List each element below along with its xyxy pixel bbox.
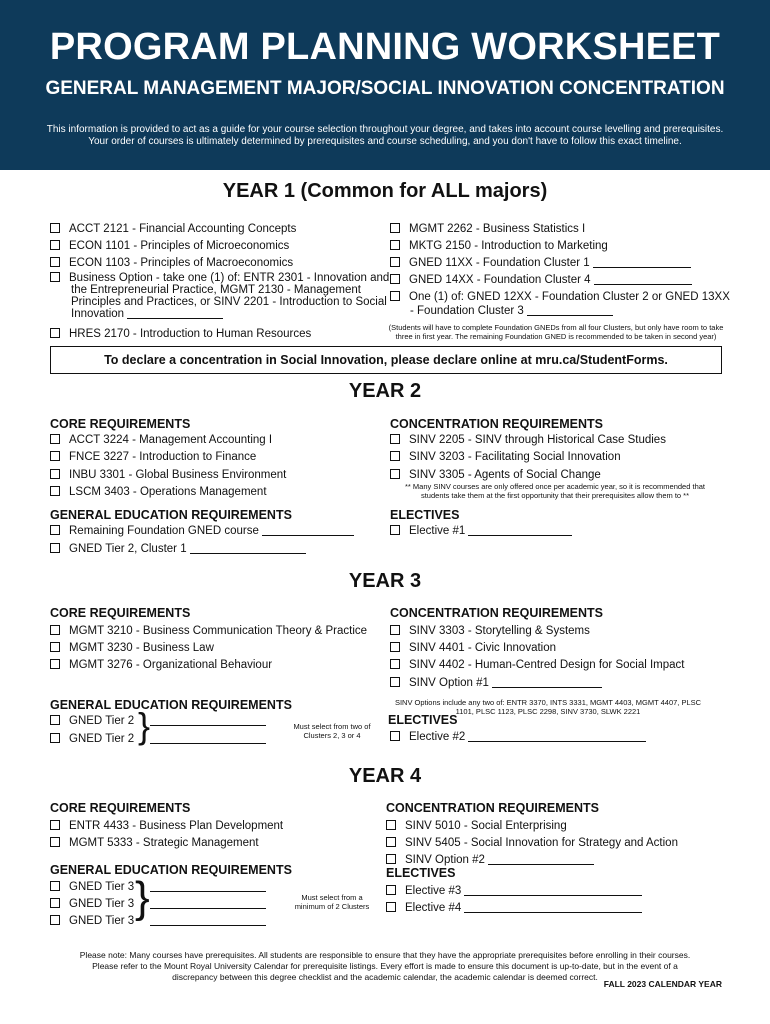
checklist-item[interactable]: HRES 2170 - Introduction to Human Resources — [50, 326, 311, 343]
fill-in-line[interactable] — [464, 912, 642, 913]
fill-in-line[interactable] — [492, 687, 602, 688]
checkbox[interactable] — [50, 434, 60, 444]
checkbox[interactable] — [390, 223, 400, 233]
fill-in-line[interactable] — [527, 315, 613, 316]
checklist-item[interactable]: ECON 1103 - Principles of Macroeconomics — [50, 255, 293, 272]
declare-banner: To declare a concentration in Social Innovation, please declare online at mru.ca/StudentForms. — [50, 346, 722, 374]
page-title: PROGRAM PLANNING WORKSHEET — [49, 26, 721, 68]
checklist-item[interactable]: SINV Option #1 — [390, 675, 602, 692]
checkbox[interactable] — [50, 642, 60, 652]
checkbox[interactable] — [50, 820, 60, 830]
gen-ed-heading: GENERAL EDUCATION REQUIREMENTS — [50, 863, 292, 877]
checklist-item[interactable]: MGMT 3276 - Organizational Behaviour — [50, 657, 272, 674]
brace-icon: } — [135, 873, 150, 922]
checklist-item[interactable]: Remaining Foundation GNED course — [50, 523, 354, 540]
checklist-item[interactable]: Elective #2 — [390, 729, 646, 746]
fill-in-line[interactable] — [150, 878, 266, 892]
header-banner — [0, 0, 770, 170]
core-heading: CORE REQUIREMENTS — [50, 606, 191, 620]
checklist-item[interactable]: MKTG 2150 - Introduction to Marketing — [390, 238, 608, 255]
checkbox[interactable] — [390, 451, 400, 461]
checklist-item[interactable]: ECON 1101 - Principles of Microeconomics — [50, 238, 289, 255]
concentration-heading: CONCENTRATION REQUIREMENTS — [390, 606, 603, 620]
checkbox[interactable] — [390, 469, 400, 479]
fill-in-line[interactable] — [150, 912, 266, 926]
checkbox[interactable] — [386, 854, 396, 864]
footer-note: Please note: Many courses have prerequisites. All students are responsible to ensure that they have the appropriate prerequisites before enrolling in their courses. Please refer to the Mount Royal University Calendar for prerequisite listings. Every effort is made to ensure this document is up-to-date, but in the event of a discrepancy between this degree checklist and the academic calendar, the academic calendar is deemed correct. — [79, 950, 691, 982]
checkbox[interactable] — [386, 837, 396, 847]
checklist-item[interactable]: SINV Option #2 — [386, 852, 594, 869]
checkbox[interactable] — [50, 915, 60, 925]
checklist-item[interactable]: GNED Tier 3 — [50, 913, 134, 930]
checkbox[interactable] — [386, 885, 396, 895]
checkbox[interactable] — [50, 240, 60, 250]
core-heading: CORE REQUIREMENTS — [50, 417, 191, 431]
checkbox[interactable] — [386, 820, 396, 830]
checklist-item-business-option[interactable]: Business Option - take one (1) of: ENTR 2301 - Innovation and the Entrepreneurial Practice, MGMT 2130 - Management Principles and Practices, or SINV 2201 - Introduction to Social Innovation — [50, 272, 391, 320]
checkbox[interactable] — [390, 240, 400, 250]
year1-title: YEAR 1 (Common for ALL majors) — [222, 180, 548, 202]
year3-title: YEAR 3 — [348, 570, 422, 592]
checkbox[interactable] — [50, 525, 60, 535]
checkbox[interactable] — [390, 731, 400, 741]
fill-in-line[interactable] — [150, 712, 266, 726]
sinv-options-note: SINV Options include any two of: ENTR 3370, INTS 3331, MGMT 4403, MGMT 4407, PLSC 1101, PLSC 1123, PLSC 2298, SINV 3730, SLWK 2221 — [394, 698, 702, 716]
checkbox[interactable] — [390, 434, 400, 444]
year2-title: YEAR 2 — [348, 380, 422, 402]
checkbox[interactable] — [50, 837, 60, 847]
concentration-heading: CONCENTRATION REQUIREMENTS — [390, 417, 603, 431]
checkbox[interactable] — [390, 677, 400, 687]
checklist-item[interactable]: GNED 14XX - Foundation Cluster 4 — [390, 272, 692, 289]
checkbox[interactable] — [50, 659, 60, 669]
checklist-item[interactable]: MGMT 5333 - Strategic Management — [50, 835, 259, 852]
checklist-item[interactable]: LSCM 3403 - Operations Management — [50, 484, 267, 501]
checkbox[interactable] — [50, 223, 60, 233]
checklist-item[interactable]: GNED Tier 2, Cluster 1 — [50, 541, 306, 558]
checklist-item[interactable]: GNED Tier 3 — [50, 896, 134, 913]
checklist-item[interactable]: MGMT 2262 - Business Statistics I — [390, 221, 585, 238]
checkbox[interactable] — [50, 625, 60, 635]
checkbox[interactable] — [50, 469, 60, 479]
checkbox[interactable] — [386, 902, 396, 912]
checklist-item[interactable]: Elective #1 — [390, 523, 572, 540]
fill-in-line[interactable] — [127, 318, 223, 319]
electives-heading: ELECTIVES — [390, 508, 460, 522]
checkbox[interactable] — [390, 642, 400, 652]
electives-heading: ELECTIVES — [386, 866, 456, 880]
checkbox[interactable] — [50, 451, 60, 461]
checklist-item[interactable]: ENTR 4433 - Business Plan Development — [50, 818, 283, 835]
fill-in-line[interactable] — [150, 895, 266, 909]
checklist-item[interactable]: GNED Tier 2 — [50, 713, 134, 730]
checkbox[interactable] — [50, 543, 60, 553]
checkbox[interactable] — [50, 715, 60, 725]
checklist-item[interactable]: One (1) of: GNED 12XX - Foundation Cluster 2 or GNED 13XX — [390, 289, 730, 306]
checkbox[interactable] — [390, 625, 400, 635]
checklist-item[interactable]: GNED 11XX - Foundation Cluster 1 — [390, 255, 691, 272]
header-note: This information is provided to act as a guide for your course selection throughout your degree, and takes into account course levelling and prerequisites. Your order of courses is ultimately determined by prerequisites and course scheduling, and you don't have to follow this exact timeline. — [46, 124, 724, 147]
checkbox[interactable] — [50, 486, 60, 496]
gen-ed-heading: GENERAL EDUCATION REQUIREMENTS — [50, 508, 292, 522]
core-heading: CORE REQUIREMENTS — [50, 801, 191, 815]
checklist-item-continued: - Foundation Cluster 3 — [410, 303, 613, 320]
checklist-item[interactable]: INBU 3301 - Global Business Environment — [50, 467, 286, 484]
brace-icon: } — [138, 705, 151, 746]
fill-in-line[interactable] — [190, 553, 306, 554]
fill-in-line[interactable] — [150, 730, 266, 744]
checkbox[interactable] — [50, 898, 60, 908]
page-subtitle: GENERAL MANAGEMENT MAJOR/SOCIAL INNOVATION CONCENTRATION — [45, 78, 725, 99]
checkbox[interactable] — [50, 328, 60, 338]
checklist-item[interactable]: MGMT 3230 - Business Law — [50, 640, 214, 657]
checklist-item[interactable]: SINV 3203 - Facilitating Social Innovation — [390, 449, 621, 466]
checklist-item[interactable]: SINV 2205 - SINV through Historical Case Studies — [390, 432, 666, 449]
checkbox[interactable] — [50, 881, 60, 891]
checklist-item[interactable]: SINV 5405 - Social Innovation for Strategy and Action — [386, 835, 678, 852]
fill-in-line[interactable] — [468, 741, 646, 742]
checklist-item[interactable]: SINV 4402 - Human-Centred Design for Social Impact — [390, 657, 684, 674]
checklist-item[interactable]: ACCT 2121 - Financial Accounting Concepts — [50, 221, 296, 238]
checklist-item[interactable]: SINV 3305 - Agents of Social Change — [390, 467, 601, 484]
checkbox[interactable] — [390, 291, 400, 301]
fill-in-line[interactable] — [593, 267, 691, 268]
checklist-item[interactable]: FNCE 3227 - Introduction to Finance — [50, 449, 256, 466]
concentration-heading: CONCENTRATION REQUIREMENTS — [386, 801, 599, 815]
gen-ed-note: Must select from a minimum of 2 Clusters — [294, 893, 370, 911]
checkbox[interactable] — [390, 525, 400, 535]
checklist-item[interactable]: SINV 3303 - Storytelling & Systems — [390, 623, 590, 640]
checklist-item[interactable]: GNED Tier 3 — [50, 879, 134, 896]
checklist-item[interactable]: Elective #4 — [386, 900, 642, 917]
checklist-item[interactable]: GNED Tier 2 — [50, 731, 134, 748]
checklist-item[interactable]: Elective #3 — [386, 883, 642, 900]
checkbox[interactable] — [50, 272, 60, 282]
checklist-item[interactable]: MGMT 3210 - Business Communication Theory & Practice — [50, 623, 367, 640]
gen-ed-heading: GENERAL EDUCATION REQUIREMENTS — [50, 698, 292, 712]
fill-in-line[interactable] — [464, 895, 642, 896]
fill-in-line[interactable] — [468, 535, 572, 536]
electives-heading: ELECTIVES — [388, 713, 458, 727]
checkbox[interactable] — [50, 733, 60, 743]
fill-in-line[interactable] — [262, 535, 354, 536]
sinv-note: ** Many SINV courses are only offered once per academic year, so it is recommended that students take them at the first opportunity that their prerequisites allow them to ** — [404, 482, 705, 500]
fill-in-line[interactable] — [594, 284, 692, 285]
calendar-year: FALL 2023 CALENDAR YEAR — [603, 979, 722, 989]
checkbox[interactable] — [390, 257, 400, 267]
year1-note: (Students will have to complete Foundation GNEDs from all four Clusters, but only have room to take three in first year. The remaining Foundation GNED is recommended to be taken in second year) — [388, 323, 724, 341]
checkbox[interactable] — [390, 274, 400, 284]
checklist-item[interactable]: SINV 5010 - Social Enterprising — [386, 818, 567, 835]
gen-ed-note: Must select from two of Clusters 2, 3 or 4 — [293, 722, 371, 740]
checklist-item[interactable]: ACCT 3224 - Management Accounting I — [50, 432, 272, 449]
checkbox[interactable] — [50, 257, 60, 267]
checklist-item[interactable]: SINV 4401 - Civic Innovation — [390, 640, 556, 657]
fill-in-line[interactable] — [488, 864, 594, 865]
year4-title: YEAR 4 — [348, 765, 422, 787]
checkbox[interactable] — [390, 659, 400, 669]
